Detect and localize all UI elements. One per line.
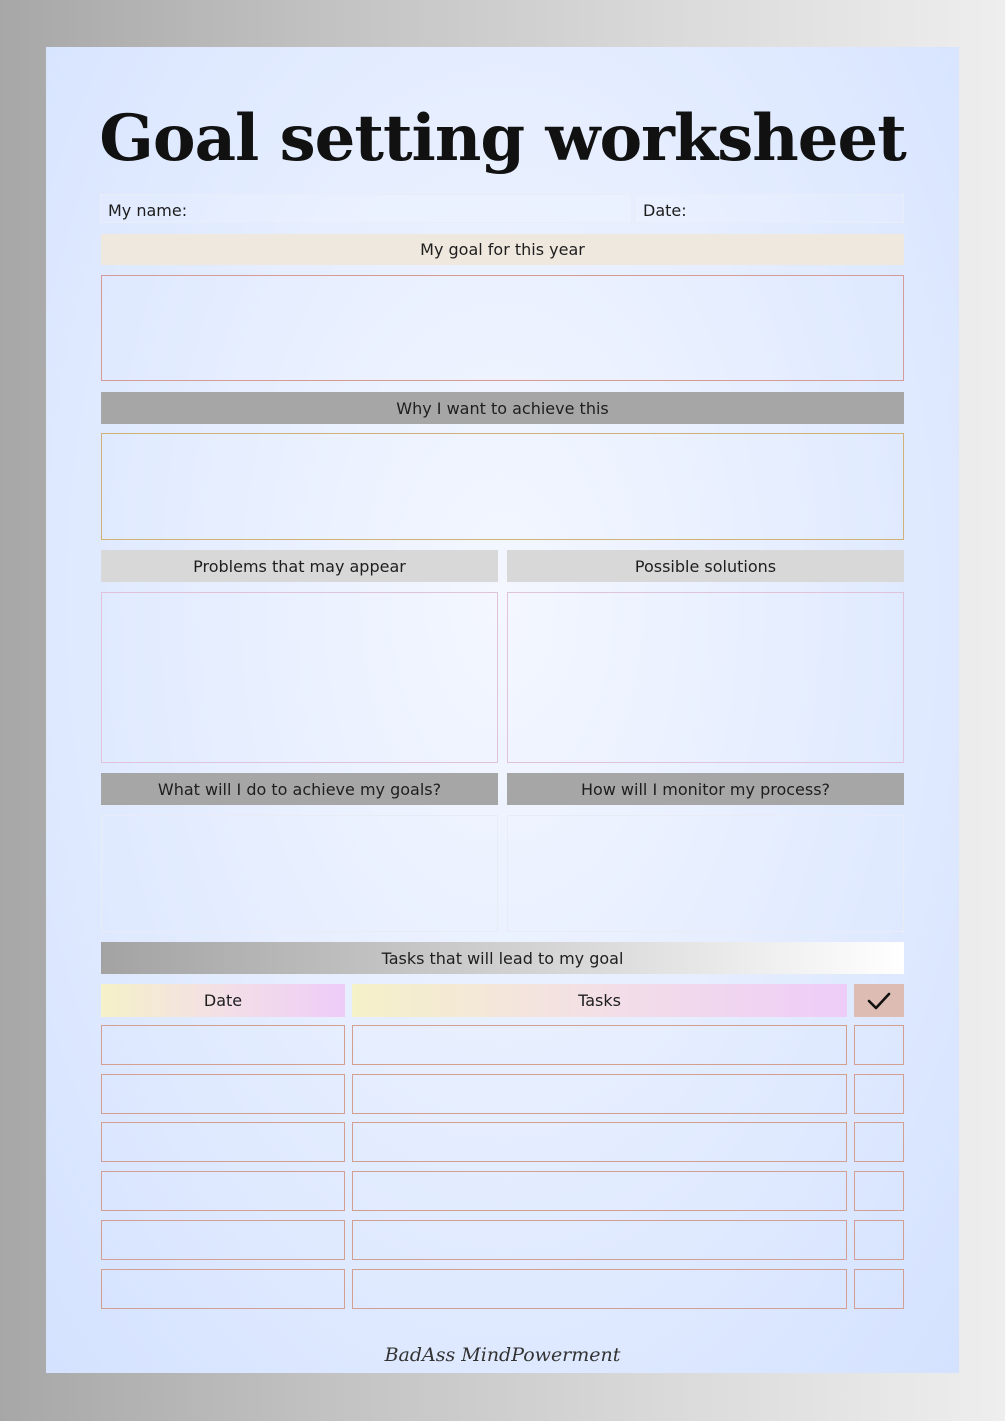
date-column-header: Date <box>101 984 345 1017</box>
date-field[interactable] <box>635 194 904 223</box>
task-date-cell[interactable] <box>101 1269 345 1309</box>
brand-footer: BadAss MindPowerment <box>384 1344 621 1366</box>
task-checkbox[interactable] <box>854 1122 904 1162</box>
problems-input-box[interactable] <box>101 592 498 763</box>
tasks-section-header: Tasks that will lead to my goal <box>101 942 904 974</box>
goal-input-box[interactable] <box>101 275 904 381</box>
why-input-box[interactable] <box>101 433 904 540</box>
date-label: Date: <box>643 201 687 220</box>
task-checkbox[interactable] <box>854 1025 904 1065</box>
solutions-input-box[interactable] <box>507 592 904 763</box>
task-text-cell[interactable] <box>352 1122 847 1162</box>
task-checkbox[interactable] <box>854 1074 904 1114</box>
task-text-cell[interactable] <box>352 1025 847 1065</box>
task-checkbox[interactable] <box>854 1171 904 1211</box>
monitor-input-box[interactable] <box>507 815 904 932</box>
task-text-cell[interactable] <box>352 1220 847 1260</box>
tasks-column-header: Tasks <box>352 984 847 1017</box>
monitor-header: How will I monitor my process? <box>507 773 904 805</box>
task-date-cell[interactable] <box>101 1074 345 1114</box>
goal-header: My goal for this year <box>101 234 904 265</box>
actions-header: What will I do to achieve my goals? <box>101 773 498 805</box>
check-icon <box>866 991 892 1011</box>
task-checkbox[interactable] <box>854 1220 904 1260</box>
task-date-cell[interactable] <box>101 1220 345 1260</box>
page-title: Goal setting worksheet <box>99 101 906 176</box>
task-date-cell[interactable] <box>101 1171 345 1211</box>
done-column-header <box>854 984 904 1017</box>
task-date-cell[interactable] <box>101 1025 345 1065</box>
why-header: Why I want to achieve this <box>101 392 904 424</box>
problems-header: Problems that may appear <box>101 550 498 582</box>
worksheet-page <box>46 47 959 1373</box>
task-checkbox[interactable] <box>854 1269 904 1309</box>
task-text-cell[interactable] <box>352 1171 847 1211</box>
task-text-cell[interactable] <box>352 1074 847 1114</box>
name-label: My name: <box>108 201 188 220</box>
task-date-cell[interactable] <box>101 1122 345 1162</box>
name-field[interactable] <box>100 194 632 223</box>
task-text-cell[interactable] <box>352 1269 847 1309</box>
solutions-header: Possible solutions <box>507 550 904 582</box>
actions-input-box[interactable] <box>101 815 498 932</box>
